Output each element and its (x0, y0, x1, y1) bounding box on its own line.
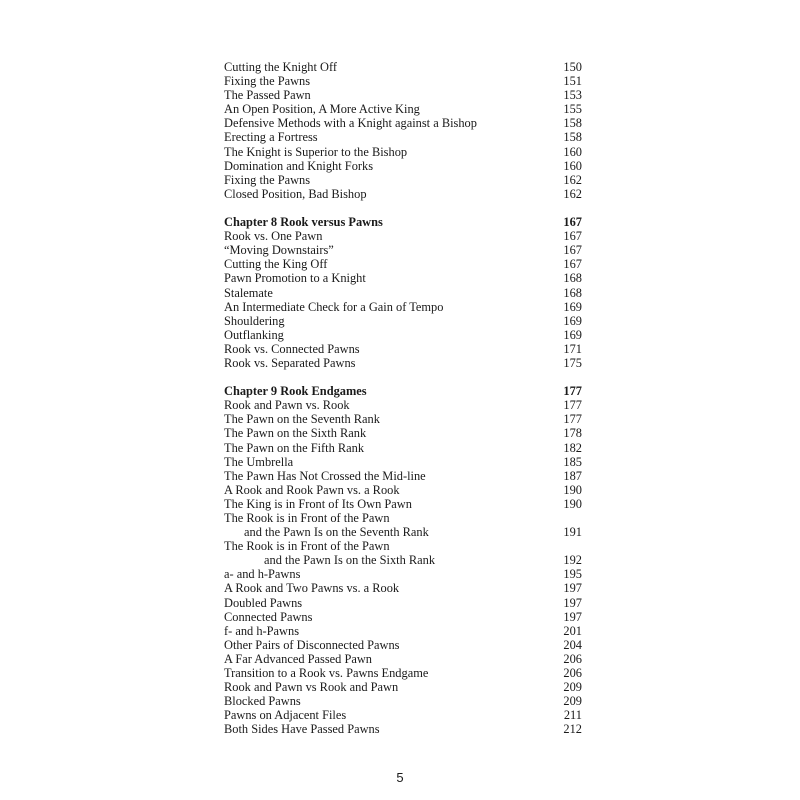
toc-entry-page: 177 (563, 398, 582, 413)
toc-entry (224, 257, 584, 271)
toc-entry-page: 171 (563, 341, 582, 356)
toc-entry-page: 153 (563, 88, 582, 103)
toc-entry-title: The King is in Front of Its Own Pawn (224, 496, 412, 511)
toc-entry-title: Blocked Pawns (224, 694, 301, 709)
toc-entry (224, 328, 584, 342)
toc-entry-title: A Far Advanced Passed Pawn (224, 651, 372, 666)
toc-entry-page: 190 (563, 496, 582, 511)
toc-entry (224, 497, 584, 511)
toc-entry (224, 314, 584, 328)
toc-entry-page: 160 (563, 158, 582, 173)
table-of-contents (224, 60, 584, 737)
toc-entry-page: 178 (563, 426, 582, 441)
toc-entry-page: 167 (563, 243, 582, 258)
toc-entry-title: The Passed Pawn (224, 88, 311, 103)
chapter-heading-title: Chapter 9 Rook Endgames (224, 384, 367, 399)
toc-entry-title: f- and h-Pawns (224, 623, 300, 638)
toc-entry (224, 74, 584, 88)
toc-entry (224, 426, 584, 440)
toc-entry-title: Pawn Promotion to a Knight (224, 271, 366, 286)
toc-entry (224, 652, 584, 666)
toc-entry (224, 159, 584, 173)
toc-entry-page: 206 (563, 651, 582, 666)
toc-entry (224, 666, 584, 680)
toc-entry-page: 158 (563, 130, 582, 145)
toc-entry-page: 190 (563, 482, 582, 497)
toc-entry-title: The Pawn on the Seventh Rank (224, 412, 380, 427)
toc-entry-title: An Intermediate Check for a Gain of Tempo (224, 299, 444, 314)
toc-entry-page: 211 (563, 708, 582, 723)
toc-entry (224, 412, 584, 426)
section-gap (224, 370, 584, 384)
toc-entry-title: Rook vs. Separated Pawns (224, 355, 356, 370)
toc-entry-page: 209 (563, 680, 582, 695)
chapter-heading-title: Chapter 8 Rook versus Pawns (224, 215, 383, 230)
toc-entry-page: 168 (563, 271, 582, 286)
toc-entry-title: The Rook is in Front of the Pawn (224, 539, 390, 554)
toc-entry-page: 158 (563, 116, 582, 131)
toc-entry-title: The Knight is Superior to the Bishop (224, 144, 408, 159)
toc-entry-title: Outflanking (224, 327, 284, 342)
toc-entry (224, 539, 584, 553)
chapter-heading-page: 177 (563, 384, 582, 399)
toc-entry-page: 182 (563, 440, 582, 455)
toc-entry-page: 191 (563, 525, 582, 540)
toc-entry-page: 151 (563, 74, 582, 89)
toc-entry (224, 229, 584, 243)
toc-entry-title: Rook and Pawn vs Rook and Pawn (224, 680, 399, 695)
toc-entry-page: 169 (563, 299, 582, 314)
toc-entry-page: 169 (563, 327, 582, 342)
toc-entry (224, 441, 584, 455)
toc-entry-title: “Moving Downstairs” (224, 243, 334, 258)
toc-entry-title: Pawns on Adjacent Files (224, 708, 347, 723)
section-gap (224, 201, 584, 215)
toc-entry-page: 169 (563, 313, 582, 328)
toc-entry (224, 722, 584, 736)
toc-entry-page: 204 (563, 637, 582, 652)
toc-entry (224, 708, 584, 722)
toc-entry (224, 511, 584, 525)
toc-entry-title: Cutting the Knight Off (224, 60, 338, 74)
toc-entry-title: A Rook and Rook Pawn vs. a Rook (224, 482, 400, 497)
toc-entry-page: 167 (563, 229, 582, 244)
toc-entry-title: Defensive Methods with a Knight against a Bishop (224, 116, 477, 131)
toc-entry (224, 553, 584, 567)
toc-entry-title: Rook vs. Connected Pawns (224, 341, 360, 356)
toc-entry (224, 243, 584, 257)
toc-entry-title: An Open Position, A More Active King (224, 102, 420, 117)
page-number: 5 (396, 770, 404, 785)
toc-entry-page: 177 (563, 412, 582, 427)
toc-entry-page: 175 (563, 355, 582, 370)
toc-entry-page: 150 (563, 60, 582, 74)
toc-entry-page: 195 (563, 567, 582, 582)
toc-entry-title: Domination and Knight Forks (224, 158, 374, 173)
toc-entry (224, 525, 584, 539)
toc-entry (224, 455, 584, 469)
toc-entry (224, 581, 584, 595)
toc-entry-page: 187 (563, 468, 582, 483)
toc-entry (224, 145, 584, 159)
toc-entry-page: 162 (563, 172, 582, 187)
toc-entry (224, 173, 584, 187)
toc-entry-page: 168 (563, 285, 582, 300)
chapter-heading-page: 167 (563, 215, 582, 230)
toc-entry-page: 201 (563, 623, 582, 638)
toc-entry-title: Rook vs. One Pawn (224, 229, 323, 244)
toc-entry (224, 610, 584, 624)
toc-entry-title: Erecting a Fortress (224, 130, 318, 145)
toc-entry (224, 187, 584, 201)
toc-entry-page: 185 (563, 454, 582, 469)
toc-entry-title: The Pawn on the Fifth Rank (224, 440, 365, 455)
toc-entry-title: and the Pawn Is on the Seventh Rank (244, 525, 429, 540)
toc-entry-title: Rook and Pawn vs. Rook (224, 398, 350, 413)
chapter-heading (224, 215, 584, 229)
toc-entry (224, 356, 584, 370)
toc-entry (224, 130, 584, 144)
toc-entry (224, 694, 584, 708)
toc-entry-page: 206 (563, 666, 582, 681)
toc-entry-title: and the Pawn Is on the Sixth Rank (264, 553, 436, 568)
toc-entry-title: The Pawn Has Not Crossed the Mid-line (224, 468, 426, 483)
toc-entry-title: Shouldering (224, 313, 285, 328)
chapter-heading (224, 384, 584, 398)
toc-entry-title: Cutting the King Off (224, 257, 328, 272)
toc-entry-title: The Pawn on the Sixth Rank (224, 426, 367, 441)
toc-entry-page: 197 (563, 581, 582, 596)
toc-entry (224, 60, 584, 74)
toc-entry-title: Fixing the Pawns (224, 172, 311, 187)
toc-entry-title: Doubled Pawns (224, 595, 303, 610)
toc-entry-title: Transition to a Rook vs. Pawns Endgame (224, 666, 429, 681)
toc-entry-title: Other Pairs of Disconnected Pawns (224, 637, 400, 652)
toc-entry (224, 596, 584, 610)
toc-entry (224, 286, 584, 300)
toc-entry (224, 638, 584, 652)
toc-entry-title: Fixing the Pawns (224, 74, 311, 89)
toc-entry-title: A Rook and Two Pawns vs. a Rook (224, 581, 400, 596)
toc-entry (224, 680, 584, 694)
toc-entry (224, 483, 584, 497)
toc-entry (224, 116, 584, 130)
toc-entry (224, 567, 584, 581)
toc-entry (224, 469, 584, 483)
toc-entry-title: Connected Pawns (224, 609, 313, 624)
toc-entry-page: 197 (563, 609, 582, 624)
toc-entry-page: 160 (563, 144, 582, 159)
toc-entry (224, 271, 584, 285)
toc-entry (224, 342, 584, 356)
toc-entry-page: 192 (563, 553, 582, 568)
toc-entry-page: 212 (563, 722, 582, 737)
toc-entry-page: 209 (563, 694, 582, 709)
toc-entry (224, 398, 584, 412)
toc-entry-page: 155 (563, 102, 582, 117)
toc-entry-title: The Umbrella (224, 454, 294, 469)
toc-entry (224, 88, 584, 102)
toc-entry-title: The Rook is in Front of the Pawn (224, 511, 390, 525)
toc-entry-title: Both Sides Have Passed Pawns (224, 722, 380, 737)
toc-entry-title: Closed Position, Bad Bishop (224, 186, 367, 201)
toc-entry-title: Stalemate (224, 285, 273, 300)
toc-entry (224, 102, 584, 116)
toc-entry-page: 197 (563, 595, 582, 610)
toc-entry (224, 300, 584, 314)
toc-entry-page: 167 (563, 257, 582, 272)
toc-entry (224, 624, 584, 638)
toc-entry-page: 162 (563, 186, 582, 201)
toc-entry-title: a- and h-Pawns (224, 567, 301, 582)
